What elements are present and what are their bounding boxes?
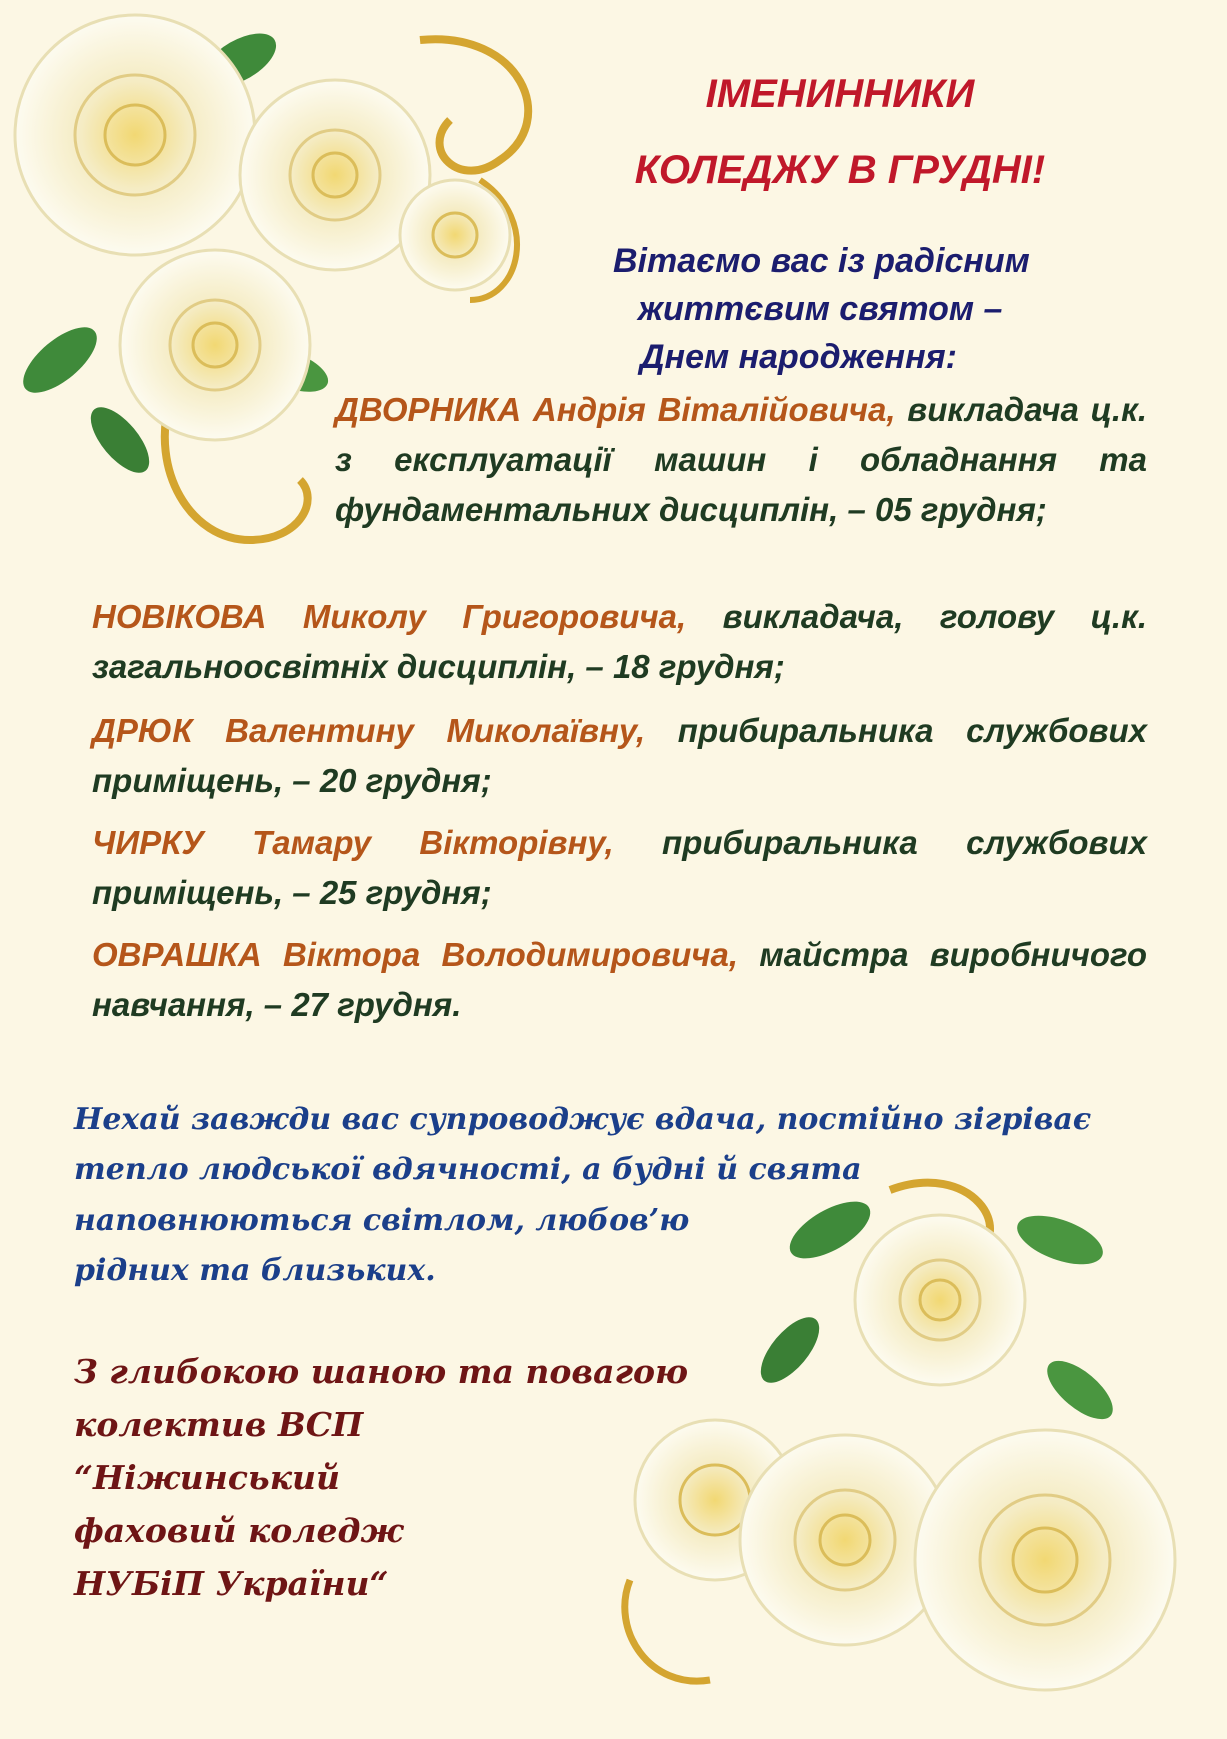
wish-line-1: Нехай завжди вас супроводжує вдача, постійно зігріває <box>74 1102 1092 1137</box>
person-entry <box>92 930 1147 1030</box>
greeting-line-1: Вітаємо вас із радісним <box>613 242 1030 280</box>
person-entry <box>335 385 1147 535</box>
rose-bouquet-bottom-right <box>590 1150 1227 1739</box>
person-name: ЧИРКУ Тамару Вікторівну, <box>92 824 614 861</box>
person-name: ДВОРНИКА Андрія Віталійовича, <box>335 391 896 428</box>
person-description: прибиральника службових приміщень, – 25 грудня; <box>92 824 1148 911</box>
wish-line-4: рідних та близьких. <box>74 1253 436 1288</box>
person-entry <box>92 592 1147 692</box>
person-name: ДРЮК Валентину Миколаївну, <box>92 712 646 749</box>
person-entry <box>92 706 1147 806</box>
signature-line-2: колектив ВСП <box>74 1405 364 1444</box>
person-name: ОВРАШКА Віктора Володимировича, <box>92 936 739 973</box>
title-line-1: ІМЕНИННИКИ <box>705 72 975 116</box>
person-description: викладача ц.к. з експлуатації машин і обладнання та фундаментальних дисциплін, – 05 грудня; <box>335 391 1147 528</box>
person-name: НОВІКОВА Миколу Григоровича, <box>92 598 687 635</box>
person-entry <box>92 818 1147 918</box>
person-description: прибиральника службових приміщень, – 20 грудня; <box>92 712 1148 799</box>
greeting-line-2: життєвим святом – <box>638 290 1003 328</box>
signature-line-4: фаховий коледж <box>74 1511 404 1550</box>
person-description: викладача, голову ц.к. загальноосвітніх дисциплін, – 18 грудня; <box>92 598 1147 685</box>
wish-line-3: наповнюються світлом, любов’ю <box>74 1203 690 1238</box>
signature-line-1: З глибокою шаною та повагою <box>74 1352 689 1391</box>
signature-line-3: “Ніжинський <box>74 1458 341 1497</box>
person-description: майстра виробничого навчання, – 27 грудня. <box>92 936 1147 1023</box>
wish-line-2: тепло людської вдячності, а будні й свята <box>74 1152 862 1187</box>
title-line-2: КОЛЕДЖУ В ГРУДНІ! <box>634 148 1046 192</box>
signature-line-5: НУБіП України“ <box>74 1564 389 1603</box>
greeting-line-3: Днем народження: <box>640 338 957 376</box>
